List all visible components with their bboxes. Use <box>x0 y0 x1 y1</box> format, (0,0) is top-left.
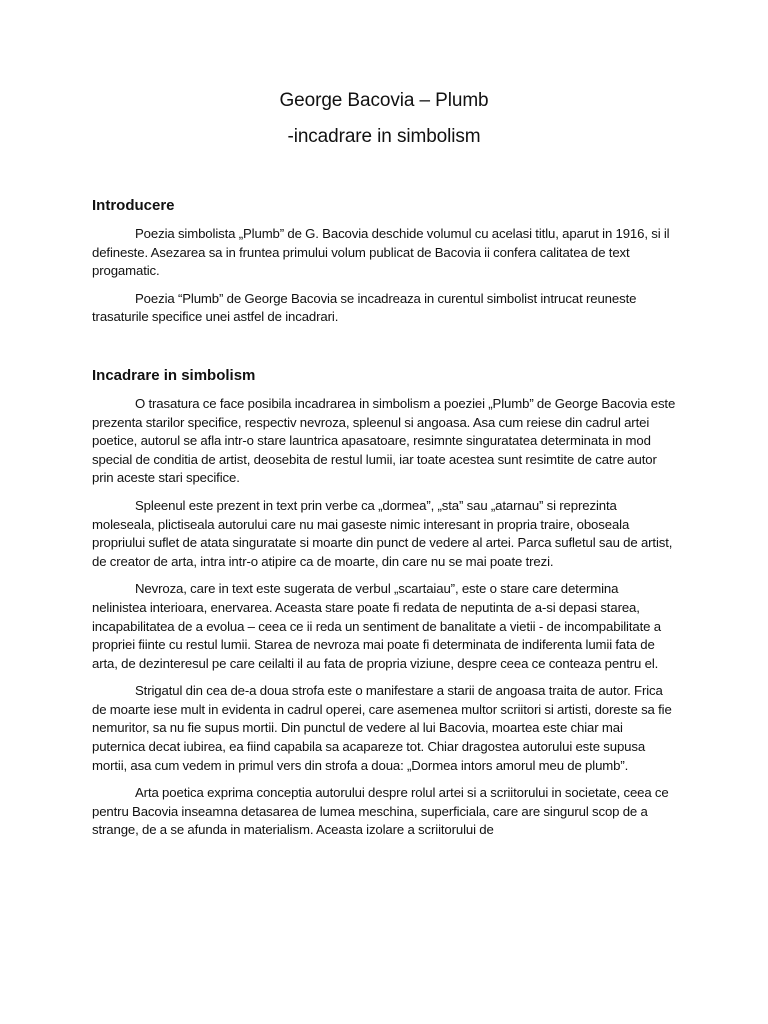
title-block <box>0 88 768 150</box>
document-subtitle: -incadrare in simbolism <box>287 126 481 147</box>
document-title: George Bacovia – Plumb <box>279 90 489 111</box>
paragraph: Strigatul din cea de-a doua strofa este o manifestare a starii de angoasa traita de autor. Frica de moarte iese mult in evidenta in cadrul operei, care asemenea multor scriitori si artisti, doreste sa fie nemuritor, sa nu fie supus mortii. Din punctul de vedere al lui Bacovia, moartea este chiar mai puternica decat iubirea, ea fiind capabila sa acapareze tot. Chiar dragostea autorului este supusa mortii, asa cum vedem in primul vers din strofa a doua: „Dormea intors amorul meu de plumb”. <box>92 683 672 773</box>
paragraph: Nevroza, care in text este sugerata de verbul „scartaiau”, este o stare care determina nelinistea interioara, enervarea. Aceasta stare poate fi redata de neputinta de a-si depasi starea, incapabilitatea de a evolua – ceea ce ii reda un sentiment de banalitate a vietii - de incompabilitate a propriei fiinte cu restul lumii. Starea de nevroza mai poate fi determinata de indiferenta lumii fata de arta, de dezinteresul pe care ceilalti il au fata de propria viziune, despre ceea ce conteaza pentru el. <box>92 581 661 671</box>
section-incadrare-in-simbolism <box>92 366 676 840</box>
section-heading: Introducere <box>92 197 175 214</box>
section-introducere <box>92 196 676 327</box>
paragraph: Arta poetica exprima conceptia autorului despre rolul artei si a scriitorului in societate, ceea ce pentru Bacovia inseamna detasarea de lumea meschina, superficiala, care are singurul scop de a strange, de a se afunda in materialism. Aceasta izolare a scriitorului de <box>92 785 669 838</box>
paragraph: Spleenul este prezent in text prin verbe ca „dormea”, „sta” sau „atarnau” si reprezinta moleseala, plictiseala autorului care nu mai gaseste nimic interesant in propria traire, oboseala propriului suflet de atata singuratate si moarte din punct de vedere al artei. Parca sufletul sau de artist, de creator de arta, intra intr-o atipire ca de moarte, din care nu se mai poate trezi. <box>92 497 673 569</box>
paragraph: Poezia “Plumb” de George Bacovia se incadreaza in curentul simbolist intrucat reuneste trasaturile specifice unei astfel de incadrari. <box>92 290 637 325</box>
paragraph: Poezia simbolista „Plumb” de G. Bacovia deschide volumul cu acelasi titlu, aparut in 1916, si il defineste. Asezarea sa in fruntea primului volum publicat de Bacovia ii confera calitatea de text progamatic. <box>92 226 670 279</box>
document-body <box>92 196 676 849</box>
paragraph: O trasatura ce face posibila incadrarea in simbolism a poeziei „Plumb” de George Bacovia este prezenta starilor specifice, respectiv nevroza, spleenul si angoasa. Asa cum reiese din cadrul artei poetice, autorul se afla intr-o stare launtrica apasatoare, resimnte singuratatea determinata in mod special de conditia de artist, deosebita de restul lumii, iar toate acestea sunt resimtite de catre autor prin aceste stari specifice. <box>92 395 676 486</box>
section-spacer <box>92 336 676 366</box>
section-heading: Incadrare in simbolism <box>92 366 256 384</box>
